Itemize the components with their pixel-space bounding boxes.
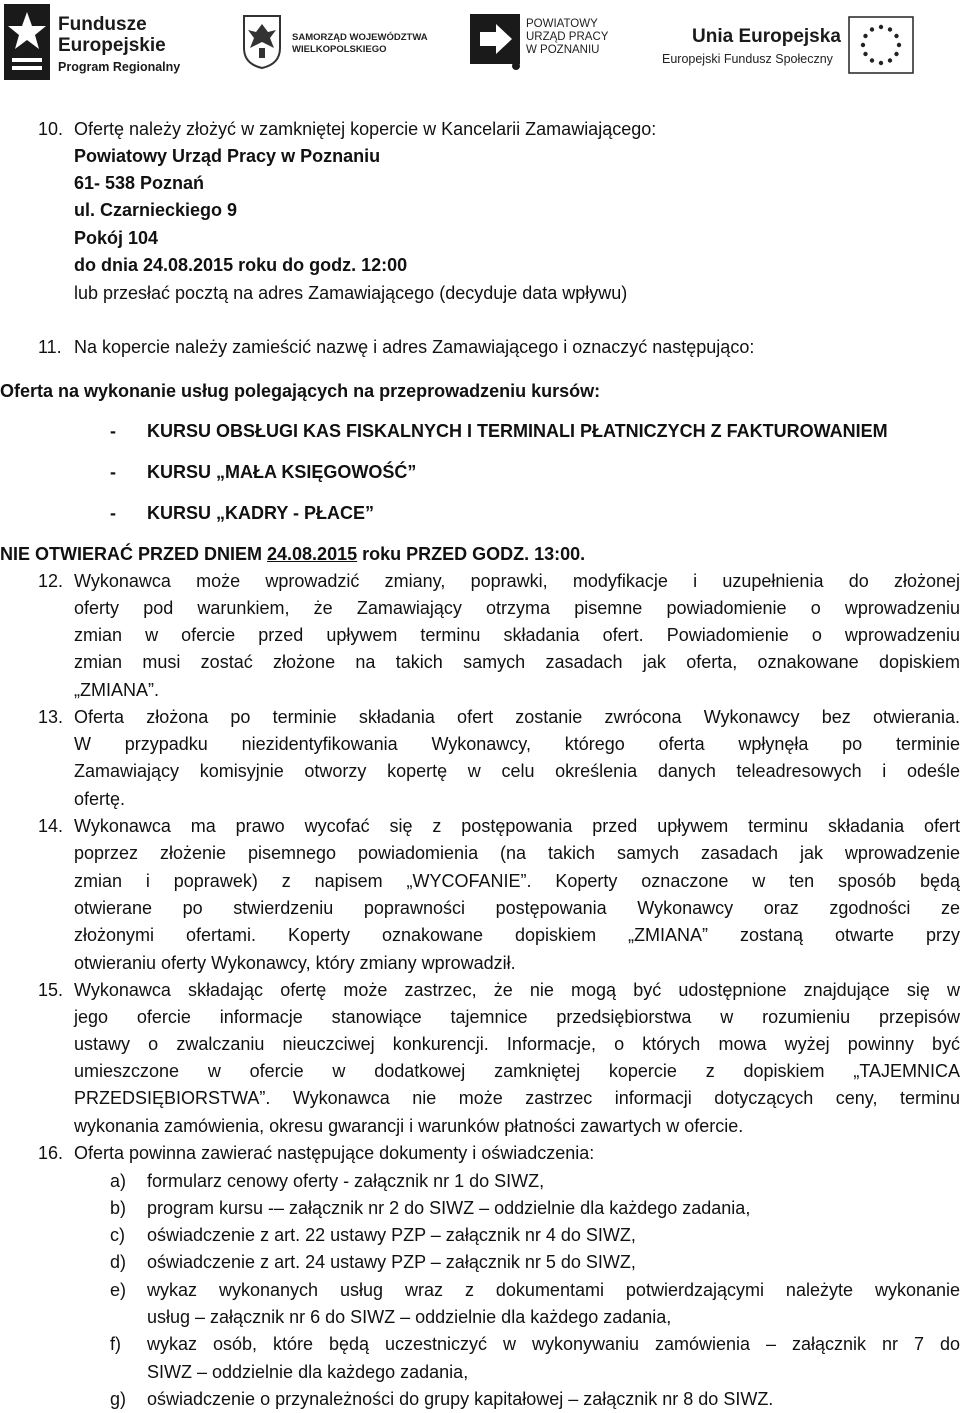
subitem-line: program kursu -– załącznik nr 2 do SIWZ – oddzielnie dla każdego zadania, bbox=[147, 1198, 751, 1218]
subitem-line: usług – załącznik nr 6 do SIWZ – oddzielnie dla każdego zadania, bbox=[147, 1307, 672, 1327]
item-10-line: lub przesłać pocztą na adres Zamawiającego (decyduje data wpływu) bbox=[74, 283, 628, 303]
subitem-letter: d) bbox=[110, 1252, 127, 1272]
course-item: KURSU „MAŁA KSIĘGOWOŚĆ” bbox=[147, 462, 417, 482]
warning-text-b: roku PRZED GODZ. 13:00. bbox=[357, 544, 586, 564]
item-12-line: oferty pod warunkiem, że Zamawiający otrzyma pisemne powiadomienie o wprowadzeniu bbox=[74, 598, 960, 618]
eu-flag-icon bbox=[848, 16, 914, 74]
item-10-address-line: Powiatowy Urząd Pracy w Poznaniu bbox=[74, 146, 381, 166]
item-16-number: 16. bbox=[38, 1143, 64, 1163]
fe-logo-line1: Fundusze bbox=[58, 14, 147, 35]
subitem-letter: c) bbox=[110, 1225, 125, 1245]
item-14-line: Wykonawca ma prawo wycofać się z postępowania przed upływem terminu składania ofert bbox=[74, 816, 960, 836]
item-16-line: Oferta powinna zawierać następujące dokumenty i oświadczenia: bbox=[74, 1143, 595, 1163]
wlkp-logo-line1: SAMORZĄD WOJEWÓDZTWA bbox=[292, 32, 428, 43]
subitem-letter: b) bbox=[110, 1198, 127, 1218]
subitem-line: wykaz wykonanych usług wraz z dokumentami potwierdzającymi należyte wykonanie bbox=[147, 1280, 960, 1300]
arrow-square-icon bbox=[470, 14, 520, 70]
item-15-number: 15. bbox=[38, 980, 64, 1000]
subitem-letter: a) bbox=[110, 1171, 127, 1191]
item-10-address-line: 61- 538 Poznań bbox=[74, 173, 205, 193]
pup-logo-line1: POWIATOWY bbox=[526, 18, 598, 30]
subitem-letter: e) bbox=[110, 1280, 127, 1300]
fe-logo-line2: Europejskie bbox=[58, 35, 166, 56]
item-14-line: otwieraniu oferty Wykonawcy, który zmiany wprowadził. bbox=[74, 953, 516, 973]
offer-heading: Oferta na wykonanie usług polegających na przeprowadzeniu kursów: bbox=[0, 381, 601, 401]
pup-logo-line2: URZĄD PRACY bbox=[526, 31, 609, 43]
course-dash: - bbox=[110, 462, 116, 482]
item-14-line: złożonymi ofertami. Koperty oznakowane dopiskiem „ZMIANA” zostaną otwarte przy bbox=[74, 925, 960, 945]
item-13-line: Zamawiający komisyjnie otworzy kopertę w celu określenia danych teleadresowych i odeśle bbox=[74, 761, 960, 781]
warning-text-a: NIE OTWIERAĆ PRZED DNIEM bbox=[0, 544, 268, 564]
subitem-line: formularz cenowy oferty - załącznik nr 1 do SIWZ, bbox=[147, 1171, 545, 1191]
fundusze-europejskie-logo bbox=[4, 4, 189, 80]
item-11-number: 11. bbox=[38, 337, 62, 357]
course-item: KURSU OBSŁUGI KAS FISKALNYCH I TERMINALI PŁATNICZYCH Z FAKTUROWANIEM bbox=[147, 421, 888, 441]
item-12-line: Wykonawca może wprowadzić zmiany, poprawki, modyfikacje i uzupełnienia do złożonej bbox=[74, 571, 960, 591]
fe-logo-sub: Program Regionalny bbox=[58, 60, 181, 74]
wlkp-logo-line2: WIELKOPOLSKIEGO bbox=[292, 44, 387, 55]
item-15-line: ustawy o zwalczaniu nieuczciwej konkurencji. Informacje, o których mowa wyżej powinny być bbox=[74, 1034, 960, 1054]
powiatowy-urzad-pracy-logo bbox=[470, 8, 620, 74]
item-10-number: 10. bbox=[38, 119, 64, 139]
pup-logo-line3: W POZNANIU bbox=[526, 44, 600, 56]
samorzad-wielkopolski-logo bbox=[238, 10, 438, 76]
subitem-line: oświadczenie z art. 24 ustawy PZP – załącznik nr 5 do SIWZ, bbox=[147, 1252, 636, 1272]
subitem-line: oświadczenie o przynależności do grupy kapitałowej – załącznik nr 8 do SIWZ. bbox=[147, 1389, 774, 1409]
logo-header bbox=[0, 0, 960, 90]
subitem-letter: g) bbox=[110, 1389, 127, 1409]
course-item: KURSU „KADRY - PŁACE” bbox=[147, 503, 375, 523]
item-15-line: Wykonawca składając ofertę może zastrzec, że nie mogą być udostępnione znajdujące się w bbox=[74, 980, 960, 1000]
item-12-number: 12. bbox=[38, 571, 64, 591]
item-14-line: poprzez złożenie pisemnego powiadomienia (na takich samych zasadach jak wprowadzenie bbox=[74, 843, 960, 863]
item-13-number: 13. bbox=[38, 707, 64, 727]
item-10-line: Ofertę należy złożyć w zamkniętej kopercie w Kancelarii Zamawiającego: bbox=[74, 119, 657, 139]
item-10-deadline-line: do dnia 24.08.2015 roku do godz. 12:00 bbox=[74, 255, 408, 275]
item-10-address-line: ul. Czarnieckiego 9 bbox=[74, 200, 238, 220]
item-14-line: otwierane po stwierdzeniu poprawności postępowania Wykonawcy oraz zgodności ze bbox=[74, 898, 960, 918]
fe-star-mark-icon bbox=[4, 4, 50, 80]
item-15-line: jego ofercie informacje stanowiące tajemnice przedsiębiorstwa w rozumieniu przepisów bbox=[74, 1007, 960, 1027]
subitem-line: wykaz osób, które będą uczestniczyć w wykonywaniu zamówienia – załącznik nr 7 do bbox=[147, 1334, 960, 1354]
item-15-line: umieszczone w ofercie w dodatkowej zamkniętej kopercie z dopiskiem „TAJEMNICA bbox=[74, 1061, 960, 1081]
course-dash: - bbox=[110, 421, 116, 441]
item-14-number: 14. bbox=[38, 816, 64, 836]
unia-europejska-logo bbox=[662, 16, 958, 74]
item-15-line: PRZEDSIĘBIORSTWA”. Wykonawca nie może zastrzec informacji dotyczących ceny, terminu bbox=[74, 1088, 960, 1108]
ue-logo-sub: Europejski Fundusz Społeczny bbox=[662, 52, 833, 66]
item-14-line: zmian i poprawek) z napisem „WYCOFANIE”. Koperty oznaczone w ten sposób będą bbox=[74, 871, 960, 891]
do-not-open-warning bbox=[0, 543, 585, 565]
ue-logo-title: Unia Europejska bbox=[692, 26, 841, 47]
item-13-line: W przypadku niezidentyfikowania Wykonawcy, którego oferta wpłynęła po terminie bbox=[74, 734, 960, 754]
subitem-letter: f) bbox=[110, 1334, 121, 1354]
item-12-line: zmian w ofercie przed upływem terminu składania ofert. Powiadomienie o wprowadzeniu bbox=[74, 625, 960, 645]
item-13-line: ofertę. bbox=[74, 789, 126, 809]
subitem-line: SIWZ – oddzielnie dla każdego zadania, bbox=[147, 1362, 469, 1382]
item-11-line: Na kopercie należy zamieścić nazwę i adres Zamawiającego i oznaczyć następująco: bbox=[74, 337, 755, 357]
item-15-line: wykonania zamówienia, okresu gwarancji i warunków płatności zawartych w ofercie. bbox=[74, 1116, 744, 1136]
item-12-line: zmian musi zostać złożone na takich samych zasadach jak oferta, oznakowane dopiskiem bbox=[74, 652, 960, 672]
eagle-shield-icon bbox=[242, 14, 282, 70]
item-12-line: „ZMIANA”. bbox=[74, 680, 159, 700]
item-13-line: Oferta złożona po terminie składania ofert zostanie zwrócona Wykonawcy bez otwierania. bbox=[74, 707, 960, 727]
item-10-address-line: Pokój 104 bbox=[74, 228, 159, 248]
course-dash: - bbox=[110, 503, 116, 523]
subitem-line: oświadczenie z art. 22 ustawy PZP – załącznik nr 4 do SIWZ, bbox=[147, 1225, 636, 1245]
warning-date: 24.08.2015 bbox=[267, 544, 358, 564]
